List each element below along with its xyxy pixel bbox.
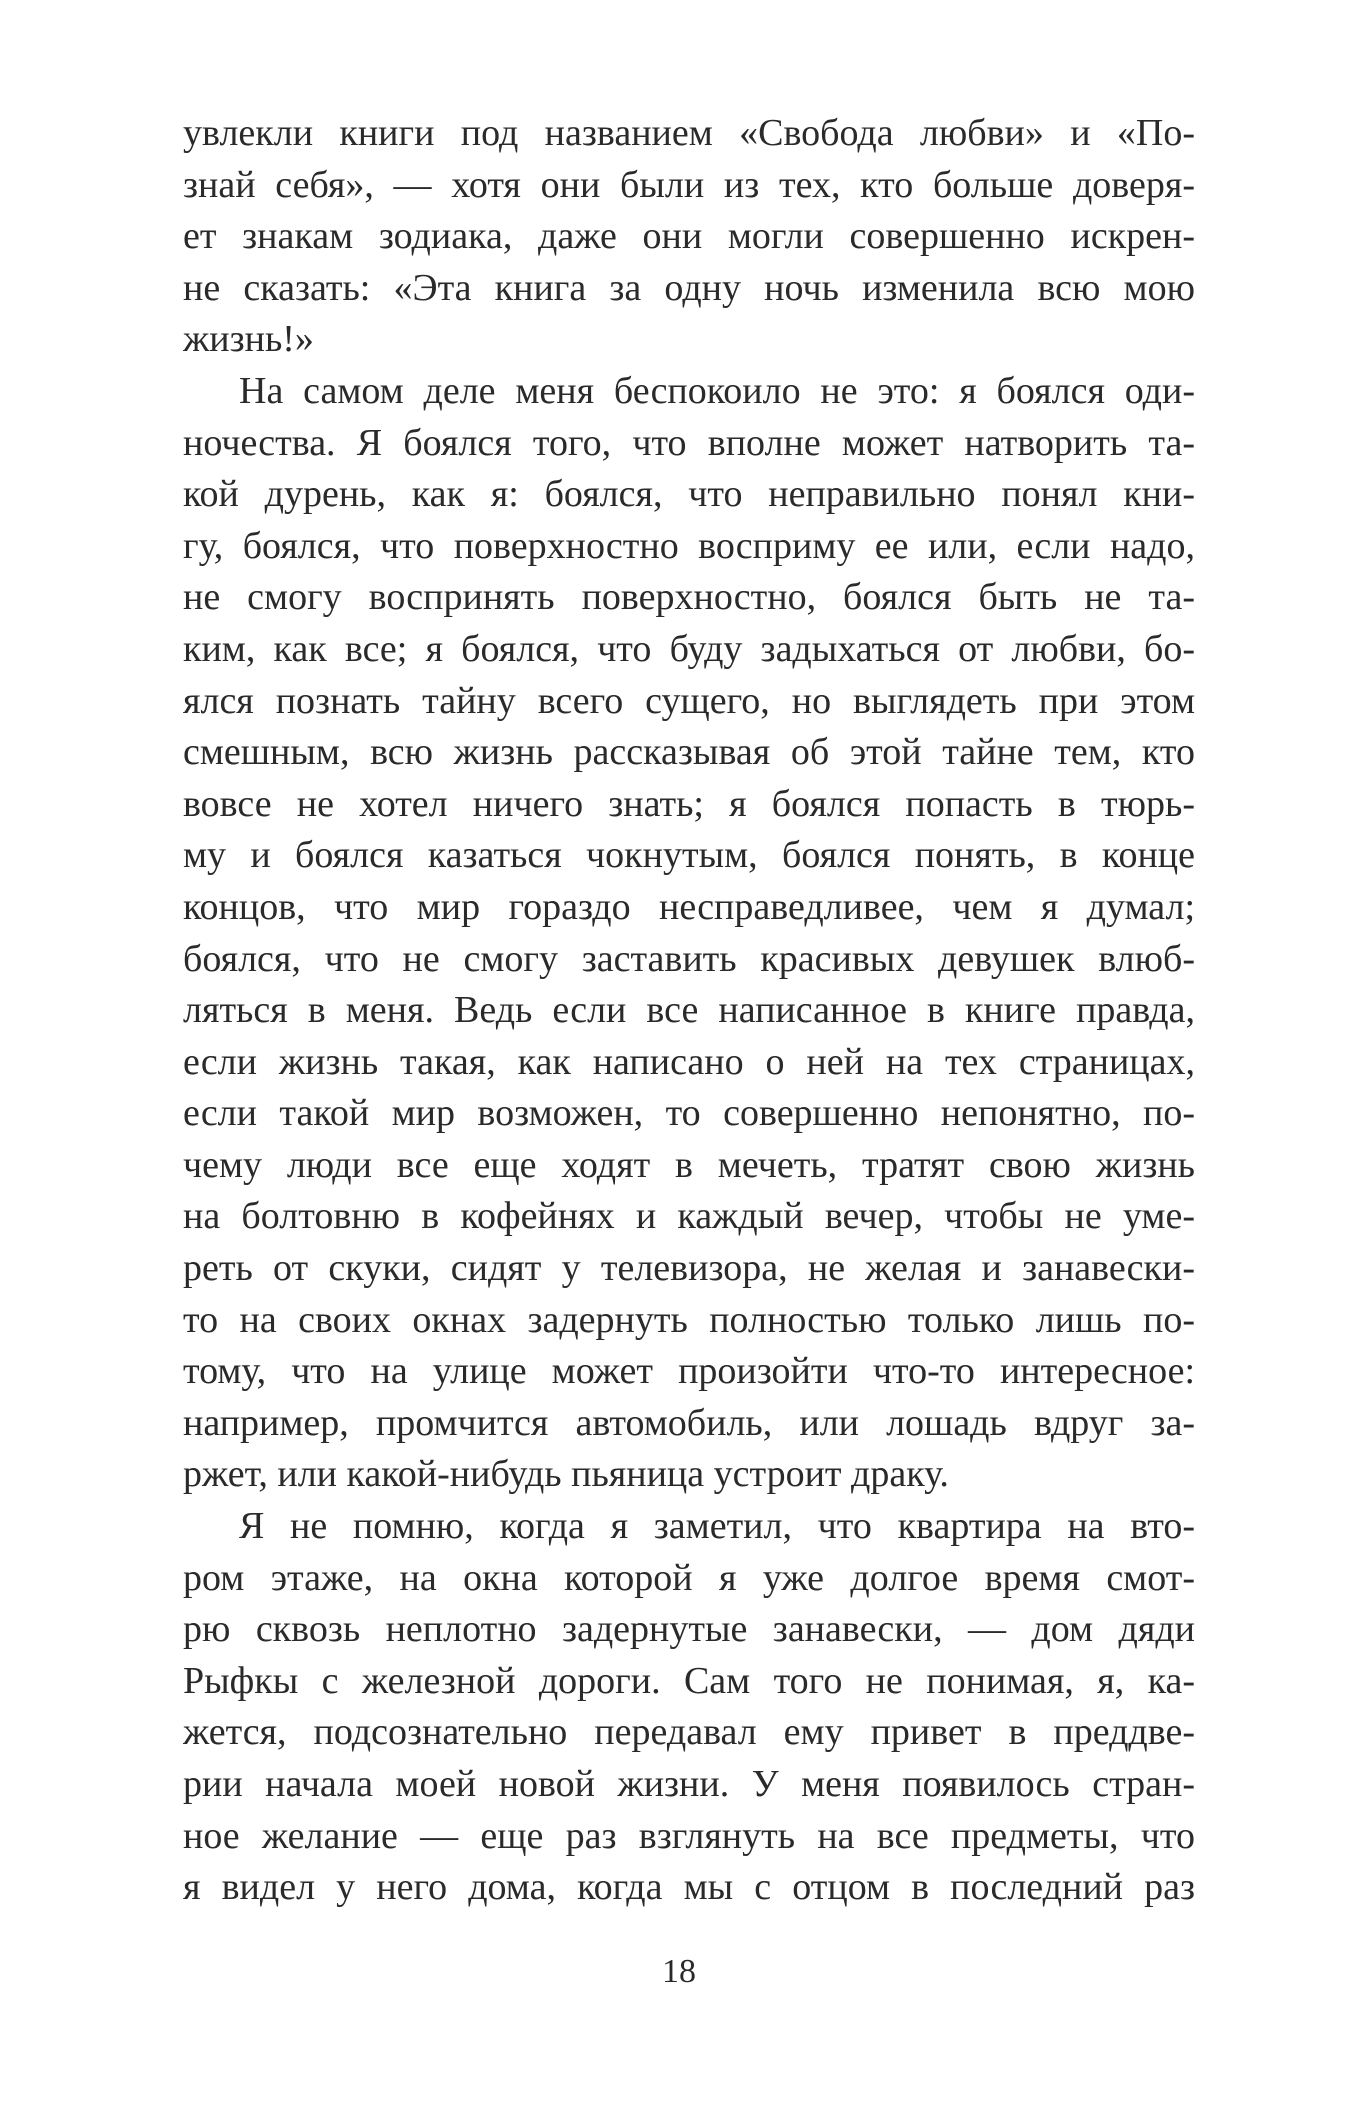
text-line: жизнь!» [183, 318, 314, 361]
text-line: увлекли книги под названием «Свобода любви» и «По- [183, 112, 1195, 154]
text-line: не сказать: «Эта книга за одну ночь изменила всю мою [183, 266, 1195, 309]
text-line: если жизнь такая, как написано о ней на тех страницах, [183, 1040, 1195, 1083]
text-line: ночества. Я боялся того, что вполне может натворить та- [183, 421, 1195, 464]
text-line: ким, как все; я боялся, что буду задыхаться от любви, бо- [183, 627, 1195, 670]
text-line: жется, подсознательно передавал ему привет в преддве- [183, 1711, 1195, 1754]
text-line: на болтовню в кофейнях и каждый вечер, чтобы не уме- [183, 1195, 1195, 1238]
text-line: На самом деле меня беспокоило не это: я боялся оди- [239, 369, 1195, 412]
text-line: рии начала моей новой жизни. У меня появилось стран- [183, 1763, 1195, 1805]
text-line: не смогу воспринять поверхностно, боялся быть не та- [183, 576, 1195, 619]
text-line: реть от скуки, сидят у телевизора, не желая и занавески- [183, 1247, 1195, 1290]
text-line: гу, боялся, что поверхностно восприму ее или, если надо, [183, 524, 1195, 567]
paragraph [183, 108, 1195, 366]
text-line: ром этаже, на окна которой я уже долгое время смот- [183, 1556, 1195, 1599]
text-line: смешным, всю жизнь рассказывая об этой тайне тем, кто [183, 731, 1195, 774]
text-line: ет знакам зодиака, даже они могли совершенно искрен- [183, 215, 1195, 258]
text-line: кой дурень, как я: боялся, что неправильно понял кни- [183, 473, 1195, 516]
text-line: ржет, или какой-нибудь пьяница устроит драку. [183, 1453, 949, 1496]
text-line: ляться в меня. Ведь если все написанное в книге правда, [183, 989, 1195, 1032]
body-text [183, 108, 1195, 1914]
text-line: боялся, что не смогу заставить красивых девушек влюб- [183, 937, 1195, 980]
paragraph [183, 1501, 1195, 1914]
text-line: например, промчится автомобиль, или лошадь вдруг за- [183, 1401, 1195, 1444]
paragraph [183, 366, 1195, 1501]
text-line: то на своих окнах задернуть полностью только лишь по- [183, 1298, 1195, 1341]
text-line: Рыфкы с железной дороги. Сам того не понимая, я, ка- [183, 1659, 1195, 1702]
text-line: я видел у него дома, когда мы с отцом в последний раз [183, 1866, 1195, 1909]
text-line: чему люди все еще ходят в мечеть, тратят свою жизнь [183, 1143, 1195, 1186]
text-line: ялся познать тайну всего сущего, но выглядеть при этом [183, 679, 1195, 722]
text-line: знай себя», — хотя они были из тех, кто больше доверя- [183, 163, 1195, 206]
text-line: ное желание — еще раз взглянуть на все предметы, что [183, 1814, 1195, 1857]
text-line: Я не помню, когда я заметил, что квартира на вто- [239, 1505, 1195, 1548]
text-line: если такой мир возможен, то совершенно непонятно, по- [183, 1092, 1195, 1135]
text-line: му и боялся казаться чокнутым, боялся понять, в конце [183, 834, 1195, 877]
text-line: рю сквозь неплотно задернутые занавески, — дом дяди [183, 1608, 1195, 1651]
text-line: вовсе не хотел ничего знать; я боялся попасть в тюрь- [183, 782, 1195, 825]
page-number: 18 [662, 1953, 696, 1990]
text-line: тому, что на улице может произойти что-то интересное: [183, 1350, 1195, 1393]
text-line: концов, что мир гораздо несправедливее, чем я думал; [183, 885, 1195, 928]
